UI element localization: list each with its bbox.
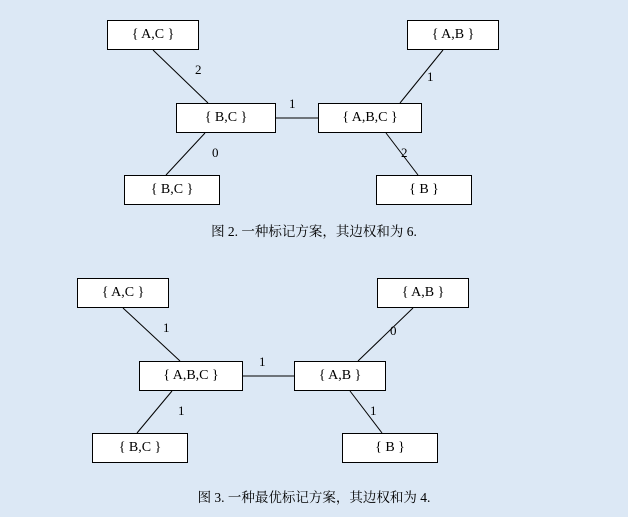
edge-weight-label: 1	[289, 96, 296, 111]
graph-node: { B,C }	[176, 103, 276, 133]
edge-line	[137, 391, 172, 433]
graph-node: { A,B,C }	[318, 103, 422, 133]
figure-2-edges	[0, 0, 628, 215]
edge-weight-label: 2	[195, 62, 202, 77]
figure-2	[0, 0, 628, 250]
edge-weight-label: 1	[259, 354, 266, 369]
edge-line	[123, 308, 180, 361]
graph-node: { A,B }	[294, 361, 386, 391]
edge-weight-label: 1	[370, 403, 377, 418]
edge-weight-label: 0	[390, 323, 397, 338]
graph-node: { A,C }	[107, 20, 199, 50]
edge-weight-label: 1	[427, 69, 434, 84]
edge-weight-label: 1	[163, 320, 170, 335]
figure-2-graph	[0, 0, 628, 215]
graph-node: { A,B }	[377, 278, 469, 308]
edge-line	[358, 308, 413, 361]
graph-node: { B }	[376, 175, 472, 205]
figure-2-caption: 图 2. 一种标记方案，其边权和为 6.	[211, 224, 417, 239]
graph-node: { A,C }	[77, 278, 169, 308]
graph-node: { B,C }	[92, 433, 188, 463]
graph-node: { B }	[342, 433, 438, 463]
figure-3	[0, 258, 628, 517]
edge-line	[350, 391, 382, 433]
edge-weight-label: 1	[178, 403, 185, 418]
graph-node: { A,B }	[407, 20, 499, 50]
graph-node: { B,C }	[124, 175, 220, 205]
figure-3-graph	[0, 258, 628, 473]
graph-node: { A,B,C }	[139, 361, 243, 391]
figure-3-caption: 图 3. 一种最优标记方案，其边权和为 4.	[197, 490, 431, 505]
edge-weight-label: 0	[212, 145, 219, 160]
edge-weight-label: 2	[401, 145, 408, 160]
edge-line	[166, 133, 205, 175]
edge-line	[400, 50, 443, 103]
